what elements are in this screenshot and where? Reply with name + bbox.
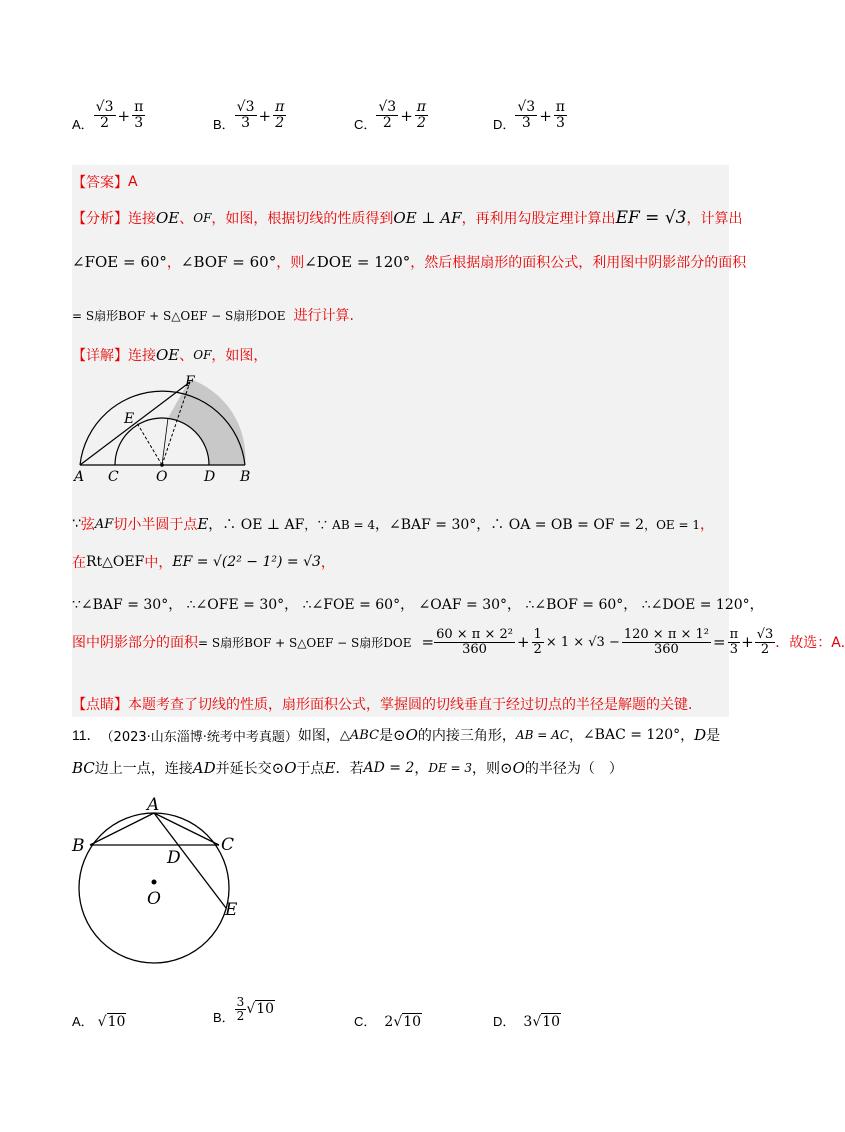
answer-line (72, 172, 138, 192)
math-ef-calc: EF = √(2² − 1²) = √3 (172, 554, 321, 570)
math-circle-o: ⊙O (500, 759, 525, 777)
detail-tag: 【详解】 (72, 348, 128, 364)
math-oe-perp-af: OE ⊥ AF (393, 209, 462, 227)
label-o: O (156, 469, 168, 485)
math-af: AF (94, 516, 114, 532)
math-angle-bac: ∠BAC = 120° (582, 727, 681, 743)
math-area-formula: = S扇形BOF + S△OEF − S扇形DOE (198, 635, 412, 650)
math-ad-value: AD = 2 (363, 760, 415, 776)
label-o: O (147, 889, 161, 909)
equals: = (713, 633, 726, 652)
q10-option-c[interactable] (354, 98, 428, 133)
math-ad: AD (192, 759, 216, 777)
analysis-tag: 【分析】 (72, 211, 128, 227)
detail-text: 图中阴影部分的面积 (72, 635, 198, 652)
fraction: $\frac{\pi}{2}$ (416, 99, 426, 131)
math-de-value: DE = 3 (428, 761, 473, 775)
detail-line-5 (72, 628, 845, 656)
fraction: $\frac{\pi}{3}$ (555, 99, 565, 131)
figure-semicircles (74, 375, 254, 485)
segment-oe-ext (162, 418, 168, 465)
fraction: $\frac{√3}{2}$ (378, 99, 397, 131)
math-oe: OE (156, 346, 180, 364)
detail-text: ， (320, 555, 335, 571)
math-oe-value: ，OE = 1 (644, 517, 700, 532)
math-angle-foe: ∠FOE = 60° (72, 253, 167, 271)
q11-option-d[interactable] (493, 996, 561, 1030)
question-text: ， (680, 728, 695, 744)
math-perp: ，∴ OE ⊥ AF (208, 517, 305, 533)
analysis-text: ，再利用勾股定理计算出 (461, 211, 616, 227)
math-of: OF (193, 348, 212, 362)
question-number: 11． (72, 727, 101, 743)
q10-options (72, 98, 672, 138)
question-text: ．若 (335, 761, 364, 777)
analysis-text: ，如图，根据切线的性质得到 (211, 211, 394, 227)
math-angle-baf: ，∠BAF = 30° (374, 517, 477, 533)
fraction-sector-bof: $\frac{\text{60 × π × 2²}}{360}$ (436, 627, 513, 657)
option-label: B． (213, 117, 235, 132)
answer-value: A (128, 174, 138, 190)
q11-options (72, 996, 672, 1036)
q11-line-1 (72, 725, 720, 745)
label-f: F (185, 374, 195, 390)
analysis-text: 、 (179, 211, 194, 227)
label-b: B (72, 836, 85, 856)
detail-text: ， (699, 517, 714, 533)
option-coef: 3 (523, 1014, 533, 1030)
math-d: D (694, 726, 707, 744)
plus-sign: + (258, 106, 272, 125)
fraction: $\frac{√3}{3}$ (517, 99, 536, 131)
q11-line-2 (72, 758, 623, 778)
point-o (160, 463, 164, 467)
analysis-text: 连接 (128, 211, 156, 227)
option-label: D． (493, 1014, 516, 1029)
segment-ab (90, 813, 154, 845)
label-c: C (221, 835, 235, 855)
plus-sign: + (539, 106, 552, 125)
math-of: OF (193, 211, 212, 225)
fraction: $\frac{3}{2}$ (236, 994, 245, 1023)
question-text: 于点 (296, 761, 325, 777)
because-symbol: ∵ (72, 516, 81, 532)
detail-text: 连接 (128, 348, 156, 364)
math-area-formula: = S扇形BOF + S△OEF − S扇形DOE (72, 308, 286, 323)
q11-option-a[interactable] (72, 996, 126, 1030)
math-angle-chain: ∵∠BAF = 30°， ∴∠OFE = 30°， ∴∠FOE = 60°， ∠OAF = 30°， ∴∠BOF = 60°， ∴∠DOE = 120°， (72, 597, 764, 613)
fraction-sector-doe: $\frac{\text{120 × π × 1²}}{360}$ (623, 627, 710, 657)
plus-sign: + (400, 106, 413, 125)
analysis-text: 进行计算. (293, 308, 354, 324)
option-label: A． (72, 1014, 94, 1029)
q10-option-d[interactable] (493, 98, 567, 133)
option-value: √10 (97, 1014, 126, 1030)
detail-line-2 (72, 514, 714, 534)
detail-text: 弦 (80, 517, 95, 533)
math-circle-o: ⊙O (271, 759, 297, 777)
question-text: ， (414, 761, 429, 777)
q11-option-b[interactable] (213, 988, 275, 1030)
detail-text: ，如图， (211, 348, 268, 364)
option-value: √10 (532, 1014, 561, 1030)
question-text: 如图， (297, 728, 340, 744)
circle-o (79, 813, 229, 963)
segment-oe (137, 423, 162, 465)
label-e: E (124, 411, 135, 427)
comment-tag: 【点睛】 (72, 697, 128, 713)
math-oe: OE (156, 209, 180, 227)
detail-text: 中， (144, 555, 173, 571)
figure-circle-triangle (68, 790, 258, 990)
equals: = (421, 633, 435, 652)
fraction-half: $\frac{1}{2}$ (533, 627, 542, 657)
math-ab: ，∵ AB = 4 (304, 517, 375, 532)
shaded-region (168, 379, 245, 465)
math-triangle-area: × 1 × √3 − (545, 634, 620, 650)
detail-text: 切小半圆于点 (113, 517, 198, 533)
option-label: C． (354, 1014, 377, 1029)
math-e: E (197, 515, 209, 533)
math-rt-triangle: Rt△OEF (86, 554, 145, 570)
math-radii: ，∴ OA = OB = OF = 2 (476, 517, 645, 533)
option-label: D． (493, 117, 516, 132)
question-text: 边上一点，连接 (94, 761, 193, 777)
question-source: （2023·山东淄博·统考中考真题） (100, 729, 298, 745)
fraction: $\frac{\pi}{2}$ (275, 99, 285, 131)
analysis-text: ，然后根据扇形的面积公式，利用图中阴影部分的面积 (410, 255, 747, 271)
option-label: A． (72, 117, 94, 132)
segment-ac (154, 813, 219, 845)
analysis-line-2 (72, 252, 746, 272)
fraction: $\frac{√3}{3}$ (236, 99, 255, 131)
option-label: B． (213, 1009, 235, 1025)
detail-line-4 (72, 594, 764, 614)
option-label: C． (354, 117, 377, 132)
option-value: √10 (393, 1014, 422, 1030)
answer-tag: 【答案】 (72, 175, 128, 191)
plus-sign: + (516, 633, 530, 652)
segment-ae (154, 813, 226, 908)
question-text: 的半径为（ ） (524, 761, 623, 777)
math-angle-bof: ∠BOF = 60° (180, 253, 277, 271)
fraction-pi-third: $\frac{\pi}{3}$ (729, 627, 739, 657)
q10-option-b[interactable] (213, 98, 286, 133)
plus-sign: + (117, 106, 131, 125)
option-value: √10 (246, 1001, 275, 1017)
math-bc: BC (72, 759, 95, 777)
math-angle-doe: ∠DOE = 120° (304, 253, 411, 271)
analysis-line-3 (72, 305, 354, 325)
label-d: D (204, 469, 216, 485)
question-text: ，则 (472, 761, 501, 777)
option-coef: 2 (384, 1014, 394, 1030)
label-c: C (108, 469, 119, 485)
point-o (152, 880, 157, 885)
fraction: $\frac{\pi}{3}$ (134, 99, 144, 131)
question-text: 是 (706, 728, 721, 744)
q10-option-a[interactable] (72, 98, 145, 133)
detail-line-3 (72, 552, 335, 572)
label-e: E (225, 900, 238, 920)
question-text: 是 (379, 728, 394, 744)
analysis-text: ，则 (276, 255, 305, 271)
math-e: E (324, 759, 336, 777)
question-text: 并延长交 (215, 761, 272, 777)
detail-text: 在 (72, 555, 86, 571)
q11-option-c[interactable] (354, 996, 422, 1030)
analysis-text: ， (166, 255, 181, 271)
detail-line-1 (72, 345, 267, 365)
comment-text: 本题考查了切线的性质，扇形面积公式，掌握圆的切线垂直于经过切点的半径是解题的关键. (128, 697, 693, 713)
analysis-line-1 (72, 208, 742, 228)
label-d: D (167, 848, 181, 868)
label-a: A (74, 469, 85, 485)
math-ab-ac: AB = AC (515, 728, 569, 742)
fraction: $\frac{√3}{2}$ (95, 99, 114, 131)
fraction-root3-half: $\frac{√3}{2}$ (756, 627, 774, 657)
analysis-text: ，计算出 (686, 211, 743, 227)
math-triangle-abc: △ABC (339, 727, 380, 743)
math-circle-o: ⊙O (393, 726, 418, 744)
plus-sign: + (741, 633, 754, 652)
question-text: 的内接三角形， (417, 728, 516, 744)
label-b: B (240, 469, 251, 485)
question-text: ， (568, 728, 583, 744)
comment-line (72, 694, 692, 714)
detail-text: ．故选：A. (775, 635, 845, 652)
math-ef: EF = √3 (615, 208, 687, 228)
detail-text: 、 (179, 348, 194, 364)
label-a: A (147, 795, 160, 815)
